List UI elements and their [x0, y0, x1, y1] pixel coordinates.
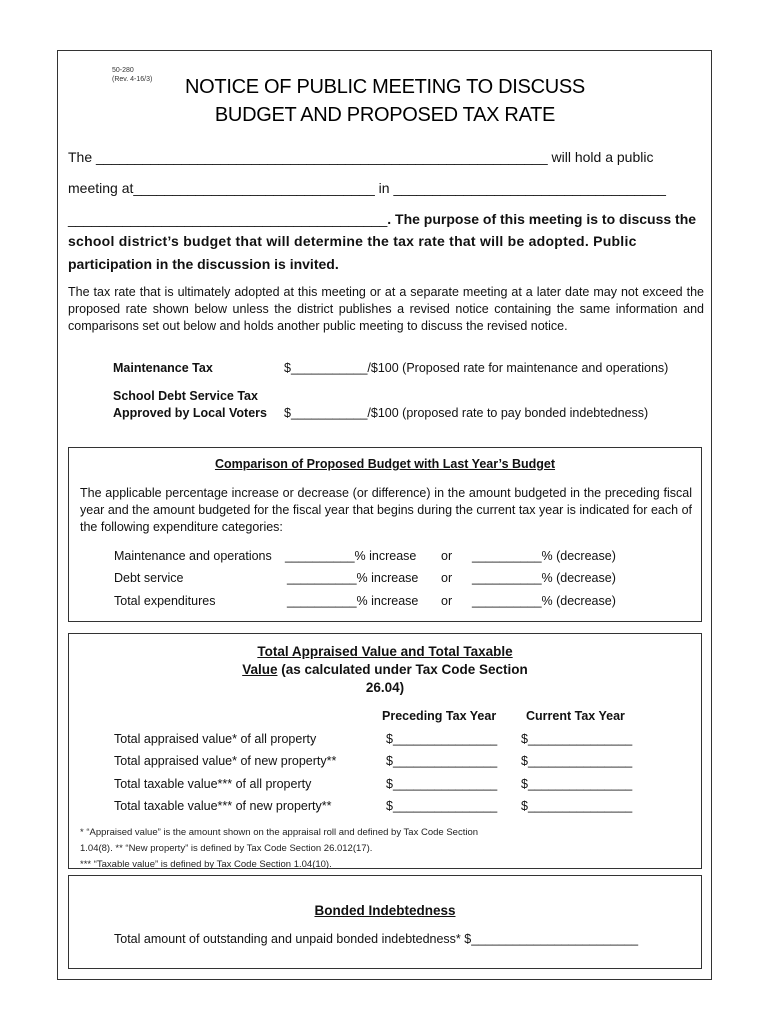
footnote-appraised: * “Appraised value” is the amount shown on the appraisal roll and defined by Tax Code Section [80, 827, 479, 838]
comparison-heading: Comparison of Proposed Budget with Last Year’s Budget [214, 457, 556, 471]
appraisal-heading-2: Value (as calculated under Tax Code Section [242, 662, 528, 677]
meeting-location-blank[interactable]: ___________________________________ [393, 180, 666, 196]
debt-tax-rate[interactable]: $___________/$100 (proposed rate to pay bonded indebtedness) [284, 406, 649, 420]
bonded-amount-line[interactable]: Total amount of outstanding and unpaid bonded indebtedness* $________________________ [114, 932, 639, 946]
current-value-blank[interactable]: $_______________ [521, 754, 633, 768]
appraisal-row-label: Total taxable value*** of all property [114, 777, 312, 791]
appraisal-row-label: Total appraised value* of all property [114, 732, 317, 746]
debt-tax-label-2: Approved by Local Voters [113, 406, 267, 420]
bonded-indebtedness-box [68, 875, 702, 969]
intro-line-3: _________________________________________. The purpose of this meeting is to discuss the [68, 211, 697, 227]
debt-tax-label-1: School Debt Service Tax [113, 389, 258, 403]
appraisal-row-label: Total taxable value*** of new property** [114, 799, 332, 813]
intro-line-4: school district’s budget that will determine the tax rate that will be adopted. Public [68, 233, 637, 249]
preceding-value-blank[interactable]: $_______________ [386, 732, 498, 746]
page-title-line-2: BUDGET AND PROPOSED TAX RATE [214, 104, 556, 126]
footnote-taxable: *** “Taxable value” is defined by Tax Code Section 1.04(10). [80, 859, 332, 870]
entity-name-blank[interactable]: __________________________________________________________ [96, 149, 548, 165]
preceding-value-blank[interactable]: $_______________ [386, 754, 498, 768]
comparison-or: or [441, 549, 453, 563]
appraisal-box [68, 633, 702, 869]
appraisal-heading-3: 26.04) [365, 680, 405, 695]
col-preceding-year: Preceding Tax Year [382, 709, 497, 723]
comparison-row-label: Debt service [114, 571, 184, 585]
appraisal-row-label: Total appraised value* of new property** [114, 754, 337, 768]
maintenance-tax-label: Maintenance Tax [113, 361, 213, 375]
comparison-row-label: Total expenditures [114, 594, 216, 608]
current-value-blank[interactable]: $_______________ [521, 777, 633, 791]
tax-rate-paragraph: The tax rate that is ultimately adopted at this meeting or at a separate meeting at a later date may not exceed the proposed rate shown below unless the district publishes a revised notice containing the same information and comparisons set out below and holds another public meeting to discuss the revised notice. [68, 285, 704, 333]
meeting-datetime-blank[interactable]: _______________________________ [133, 180, 375, 196]
current-value-blank[interactable]: $_______________ [521, 732, 633, 746]
page-title-line-1: NOTICE OF PUBLIC MEETING TO DISCUSS [185, 76, 585, 98]
comparison-increase-blank[interactable]: __________% increase [285, 549, 417, 563]
comparison-row-label: Maintenance and operations [114, 549, 272, 563]
comparison-or: or [441, 594, 453, 608]
meeting-address-blank[interactable]: _________________________________________ [68, 211, 388, 227]
preceding-value-blank[interactable]: $_______________ [386, 777, 498, 791]
appraisal-heading-1: Total Appraised Value and Total Taxable [257, 644, 513, 659]
maintenance-tax-rate[interactable]: $___________/$100 (Proposed rate for maintenance and operations) [284, 361, 669, 375]
intro-line-5: participation in the discussion is invited. [68, 256, 339, 272]
comparison-decrease-blank[interactable]: __________% (decrease) [472, 594, 616, 608]
bonded-heading: Bonded Indebtedness [314, 903, 456, 918]
col-current-year: Current Tax Year [526, 709, 625, 723]
preceding-value-blank[interactable]: $_______________ [386, 799, 498, 813]
intro-line-1: The __________________________________________________________ will hold a public [68, 149, 654, 165]
comparison-text: The applicable percentage increase or decrease (or difference) in the amount budgeted in the preceding fiscal year and the amount budgeted for the fiscal year that begins during the current tax year is indicated for each of the following expenditure categories: [80, 486, 692, 534]
current-value-blank[interactable]: $_______________ [521, 799, 633, 813]
comparison-increase-blank[interactable]: __________% increase [287, 571, 419, 585]
intro-line-2: meeting at_______________________________ in ___________________________________ [68, 180, 666, 196]
footnote-new-property: 1.04(8). ** “New property” is defined by Tax Code Section 26.012(17). [80, 843, 373, 854]
comparison-decrease-blank[interactable]: __________% (decrease) [472, 549, 616, 563]
comparison-or: or [441, 571, 453, 585]
comparison-decrease-blank[interactable]: __________% (decrease) [472, 571, 616, 585]
budget-comparison-box [68, 447, 702, 622]
comparison-increase-blank[interactable]: __________% increase [287, 594, 419, 608]
form-number: 50-280 (Rev. 4-16/3) [112, 67, 153, 83]
